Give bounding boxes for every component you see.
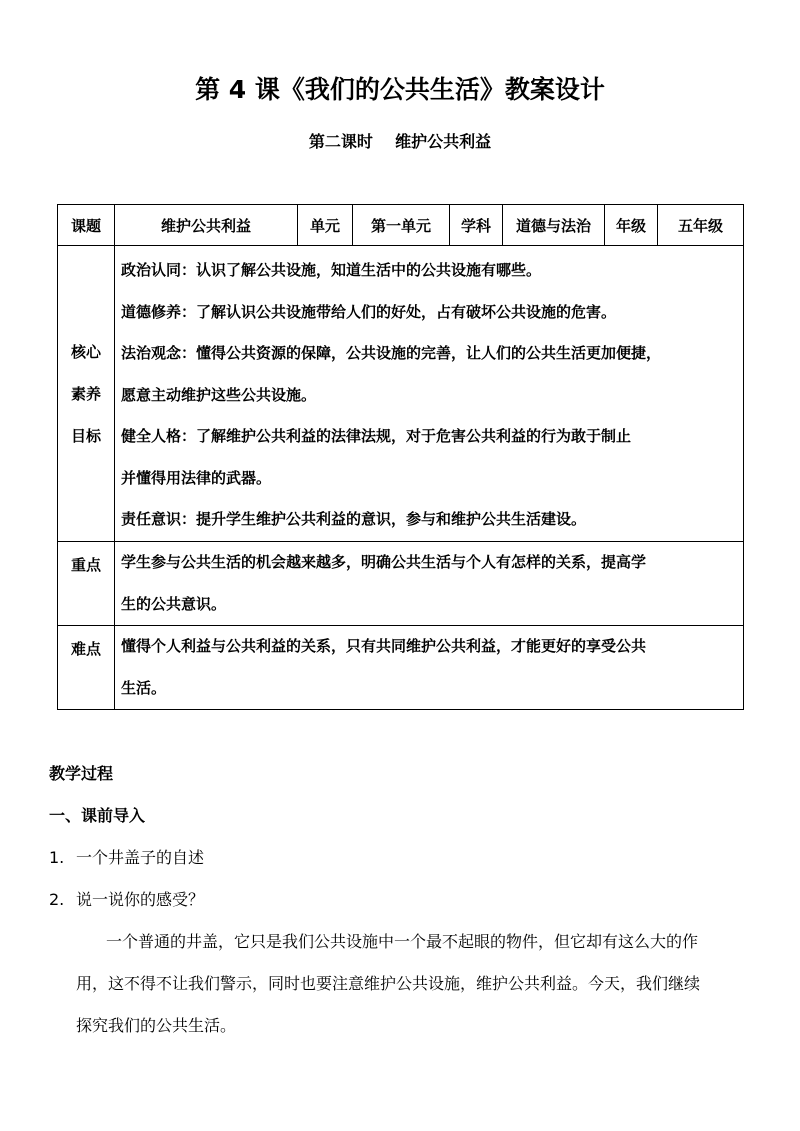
list-item — [49, 846, 204, 870]
core-goals-label: 核心 素养 目标 — [58, 246, 115, 542]
teaching-process-heading: 教学过程 — [49, 764, 114, 783]
grade-label: 年级 — [605, 205, 658, 246]
core-goals-row — [58, 246, 744, 542]
core-goals-content — [115, 246, 744, 542]
key-point-row — [58, 542, 744, 626]
core-goal-personality: 健全人格：了解维护公共利益的法律法规，对于危害公共利益的行为敢于制止 — [121, 427, 632, 445]
list-item-text: 一个井盖子的自述 — [76, 848, 205, 867]
section-heading-intro: 一、课前导入 — [49, 806, 146, 825]
list-item-number: 2. — [49, 890, 65, 909]
core-goal-law-cont: 愿意主动维护这些公共设施。 — [121, 385, 317, 404]
unit-label: 单元 — [298, 205, 353, 246]
list-item-number: 1. — [49, 848, 65, 867]
lesson-subtitle: 第二课时 维护公共利益 — [308, 132, 492, 151]
list-item — [49, 888, 204, 912]
table-header-row — [58, 205, 744, 246]
document-title: 第 4 课《我们的公共生活》教案设计 — [195, 75, 605, 104]
key-point-content: 学生参与公共生活的机会越来越多，明确公共生活与个人有怎样的关系，提高学 生的公共意识。 — [115, 542, 744, 626]
difficulty-row — [58, 626, 744, 710]
grade-value: 五年级 — [658, 205, 744, 246]
subject-label: 学科 — [450, 205, 503, 246]
key-point-label: 重点 — [58, 542, 115, 626]
core-goal-moral: 道德修养：了解认识公共设施带给人们的好处，占有破坏公共设施的危害。 — [121, 302, 617, 321]
unit-value: 第一单元 — [353, 205, 450, 246]
core-goal-personality-cont: 并懂得用法律的武器。 — [121, 468, 272, 487]
topic-value: 维护公共利益 — [115, 205, 298, 246]
intro-paragraph: 一个普通的井盖，它只是我们公共设施中一个最不起眼的物件，但它却有这么大的作 用，这不得不让我们警示，同时也要注意维护公共设施，维护公共利益。今天，我们继续 探究我们的公共生活。 — [76, 932, 701, 1035]
difficulty-label: 难点 — [58, 626, 115, 710]
core-goal-law: 法治观念：懂得公共资源的保障，公共设施的完善，让人们的公共生活更加便捷， — [121, 344, 662, 362]
topic-label: 课题 — [58, 205, 115, 246]
core-goal-responsibility: 责任意识：提升学生维护公共利益的意识，参与和维护公共生活建设。 — [121, 510, 587, 528]
core-goal-political: 政治认同：认识了解公共设施，知道生活中的公共设施有哪些。 — [121, 261, 542, 279]
subject-value: 道德与法治 — [503, 205, 605, 246]
difficulty-content: 懂得个人利益与公共利益的关系，只有共同维护公共利益，才能更好的享受公共 生活。 — [115, 626, 744, 710]
lesson-info-table — [57, 204, 744, 710]
list-item-text: 说一说你的感受？ — [76, 890, 205, 909]
